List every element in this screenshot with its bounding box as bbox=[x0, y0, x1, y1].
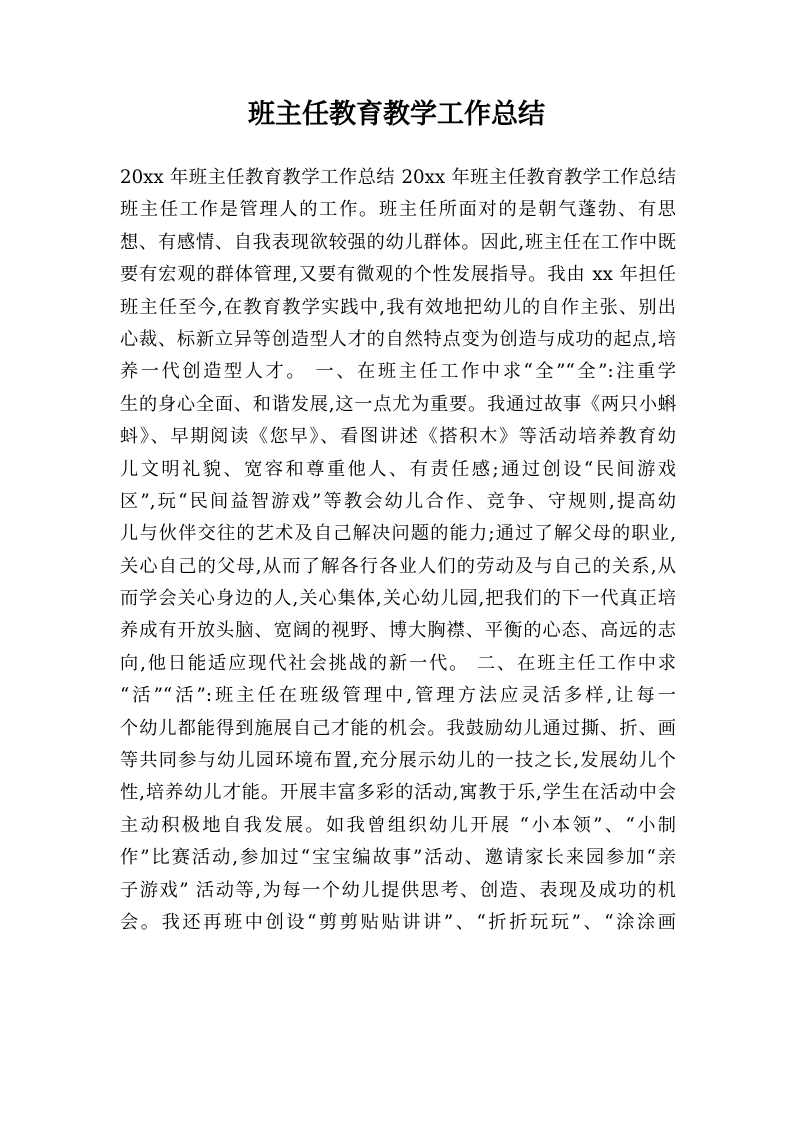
body-line: 心裁、标新立异等创造型人才的自然特点变为创造与成功的起点,培 bbox=[120, 328, 676, 350]
body-line: 生的身心全面、和谐发展,这一点尤为重要。我通过故事《两只小蝌 bbox=[120, 393, 676, 415]
body-line: 蚪》、早期阅读《您早》、看图讲述《搭积木》等活动培养教育幼 bbox=[120, 426, 676, 448]
body-line: 而学会关心身边的人,关心集体,关心幼儿园,把我们的下一代真正培 bbox=[120, 588, 676, 610]
body-line: 想、有感情、自我表现欲较强的幼儿群体。因此,班主任在工作中既 bbox=[120, 231, 676, 253]
body-line: 会。我还再班中创设“剪剪贴贴讲讲”、“折折玩玩”、“涂涂画 bbox=[120, 911, 676, 933]
body-line: 20xx 年班主任教育教学工作总结 20xx 年班主任教育教学工作总结 bbox=[120, 167, 676, 188]
body-line: 性,培养幼儿才能。开展丰富多彩的活动,寓教于乐,学生在活动中会 bbox=[120, 782, 676, 804]
body-line: 要有宏观的群体管理,又要有微观的个性发展指导。我由 xx 年担任 bbox=[120, 264, 676, 286]
body-line: 作”比赛活动,参加过“宝宝编故事”活动、邀请家长来园参加“亲 bbox=[120, 847, 676, 869]
body-line: 区”,玩“民间益智游戏”等教会幼儿合作、竞争、守规则,提高幼 bbox=[120, 490, 676, 512]
body-line: 儿与伙伴交往的艺术及自己解决问题的能力;通过了解父母的职业, bbox=[120, 523, 676, 545]
body-line: 等共同参与幼儿园环境布置,充分展示幼儿的一技之长,发展幼儿个 bbox=[120, 750, 676, 772]
body-line: 儿文明礼貌、宽容和尊重他人、有责任感;通过创设“民间游戏 bbox=[120, 458, 676, 480]
body-line: 养一代创造型人才。 一、在班主任工作中求“全”“全”:注重学 bbox=[120, 361, 676, 383]
body-line: 养成有开放头脑、宽阔的视野、博大胸襟、平衡的心态、高远的志 bbox=[120, 620, 676, 642]
body-line: 主动积极地自我发展。如我曾组织幼儿开展 “小本领”、“小制 bbox=[120, 814, 676, 836]
body-line: 向,他日能适应现代社会挑战的新一代。 二、在班主任工作中求 bbox=[120, 652, 676, 674]
page-title: 班主任教育教学工作总结 bbox=[248, 99, 545, 130]
body-line: “活”“活”:班主任在班级管理中,管理方法应灵活多样,让每一 bbox=[120, 685, 676, 707]
body-line: 关心自己的父母,从而了解各行各业人们的劳动及与自己的关系,从 bbox=[120, 555, 676, 577]
body-line: 个幼儿都能得到施展自己才能的机会。我鼓励幼儿通过撕、折、画 bbox=[120, 717, 676, 739]
body-text bbox=[120, 162, 676, 939]
body-line: 班主任工作是管理人的工作。班主任所面对的是朝气蓬勃、有思 bbox=[120, 199, 676, 221]
body-line: 班主任至今,在教育教学实践中,我有效地把幼儿的自作主张、别出 bbox=[120, 296, 676, 318]
body-line: 子游戏” 活动等,为每一个幼儿提供思考、创造、表现及成功的机 bbox=[120, 879, 676, 901]
